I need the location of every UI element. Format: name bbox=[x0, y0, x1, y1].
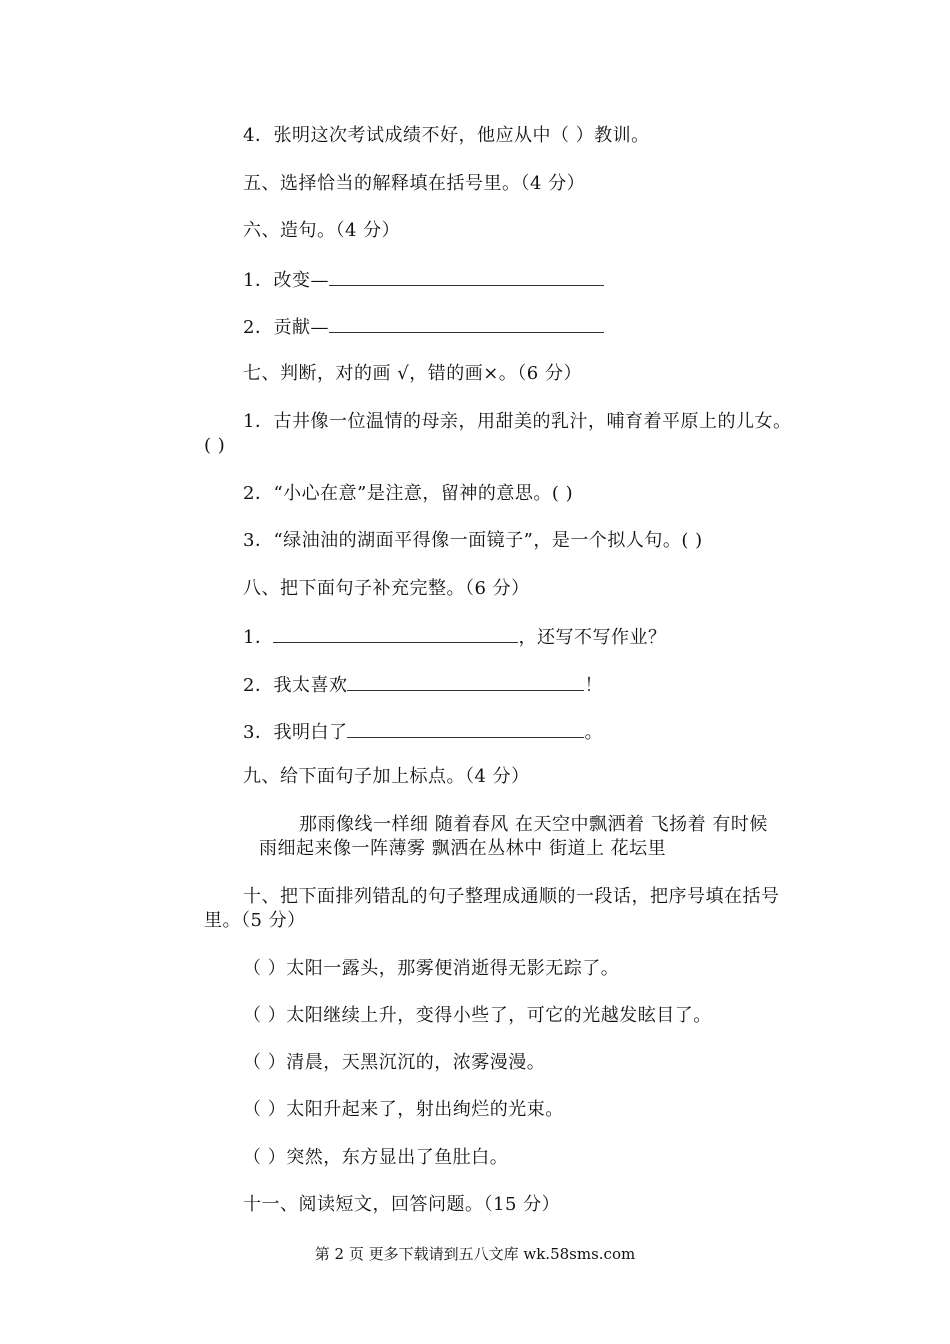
complete-2-label: 2．我太喜欢 bbox=[243, 675, 348, 696]
section-6-heading: 六、造句。（4 分） bbox=[243, 220, 401, 241]
section-7-heading: 七、判断，对的画 √，错的画×。（6 分） bbox=[243, 363, 582, 384]
question-4-line: 4．张明这次考试成绩不好，他应从中（ ）教训。 bbox=[243, 125, 650, 146]
complete-1-line bbox=[243, 624, 666, 650]
order-item: （ ）太阳一露头，那雾便消逝得无影无踪了。 bbox=[243, 958, 620, 979]
complete-3-label: 3．我明白了 bbox=[243, 722, 348, 743]
complete-2-suffix: ！ bbox=[584, 675, 603, 696]
judge-2-line: 2．“小心在意”是注意，留神的意思。( ) bbox=[243, 483, 574, 504]
complete-3-line bbox=[243, 719, 603, 745]
sentence-2-label: 2．贡献— bbox=[243, 317, 329, 338]
order-item: （ ）清晨，天黑沉沉的，浓雾漫漫。 bbox=[243, 1052, 546, 1073]
sentence-2-line bbox=[243, 314, 604, 340]
complete-2-line bbox=[243, 672, 603, 698]
sentence-1-line bbox=[243, 267, 604, 293]
complete-1-label: 1． bbox=[243, 627, 274, 648]
judge-3-line: 3．“绿油油的湖面平得像一面镜子”，是一个拟人句。( ) bbox=[243, 530, 703, 551]
order-item: （ ）突然，东方显出了鱼肚白。 bbox=[243, 1147, 509, 1168]
section-8-heading: 八、把下面句子补充完整。（6 分） bbox=[243, 578, 530, 599]
sentence-1-label: 1．改变— bbox=[243, 270, 329, 291]
page-footer: 第 2 页 更多下载请到五八文库 wk.58sms.com bbox=[314, 1245, 636, 1263]
section-9-heading: 九、给下面句子加上标点。（4 分） bbox=[243, 766, 530, 787]
order-item: （ ）太阳继续上升，变得小些了，可它的光越发眩目了。 bbox=[243, 1005, 712, 1026]
judge-1-line: 1．古井像一位温情的母亲，用甜美的乳汁，哺育着平原上的儿女。 bbox=[243, 411, 792, 432]
complete-3-suffix: 。 bbox=[584, 722, 603, 743]
punctuation-text-line-2: 雨细起来像一阵薄雾 飘洒在丛林中 街道上 花坛里 bbox=[259, 838, 667, 859]
order-item: （ ）太阳升起来了，射出绚烂的光束。 bbox=[243, 1099, 564, 1120]
judge-1-bracket: ( ) bbox=[204, 435, 226, 456]
answer-blank bbox=[329, 267, 604, 286]
answer-blank bbox=[329, 314, 604, 333]
section-5-heading: 五、选择恰当的解释填在括号里。（4 分） bbox=[243, 173, 586, 194]
complete-1-suffix: ，还写不写作业？ bbox=[518, 627, 667, 648]
answer-blank bbox=[273, 624, 518, 643]
section-11-heading: 十一、阅读短文，回答问题。（15 分） bbox=[243, 1194, 561, 1215]
answer-blank bbox=[347, 719, 584, 738]
punctuation-text-line-1: 那雨像线一样细 随着春风 在天空中飘洒着 飞扬着 有时候 bbox=[299, 814, 768, 835]
section-10-heading-cont: 里。（5 分） bbox=[204, 910, 306, 931]
section-10-heading: 十、把下面排列错乱的句子整理成通顺的一段话，把序号填在括号 bbox=[243, 886, 780, 907]
answer-blank bbox=[347, 672, 584, 691]
